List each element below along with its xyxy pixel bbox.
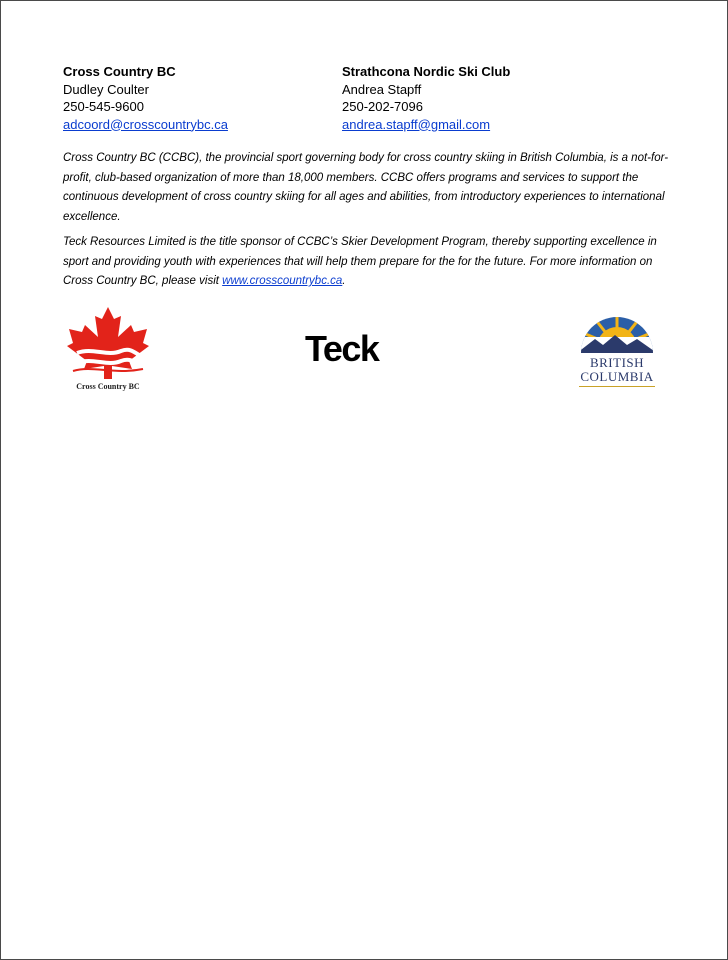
sponsor-end: . — [342, 275, 346, 287]
contact-phone: 250-545-9600 — [63, 99, 144, 114]
sponsor-text: Teck Resources Limited is the title sponsor of CCBC’s Skier Development Program, thereby supporting excellence in sport and providing youth with experiences that will help them prepare for the for the future. For more information on Cross Country BC, please visit — [63, 236, 657, 287]
bc-wordmark-line1: BRITISH — [589, 355, 645, 370]
contact-name: Andrea Stapff — [342, 81, 422, 97]
contact-email-link[interactable]: andrea.stapff@gmail.com — [342, 116, 491, 132]
contact-ccbc — [63, 63, 342, 133]
contact-org: Strathcona Nordic Ski Club — [342, 64, 511, 79]
ccbc-logo-caption: Cross Country BC — [76, 382, 140, 391]
maple-leaf-icon — [63, 305, 153, 381]
contact-name: Dudley Coulter — [63, 81, 149, 97]
bc-wordmark-line2: COLUMBIA — [580, 369, 654, 384]
contacts-block — [63, 63, 683, 133]
ccbc-description: Cross Country BC (CCBC), the provincial sport governing body for cross country skiing in British Columbia, is a not-for-profit, club-based organization of more than 18,000 members. CCBC offers programs and services to support the continuous development of cross country skiing for all ages and abilities, from introductory experiences to international excellence. — [63, 152, 669, 223]
contact-strathcona — [342, 63, 621, 133]
contact-phone: 250-202-7096 — [342, 99, 423, 114]
teck-wordmark: Teck — [305, 328, 379, 369]
ccbc-logo — [63, 305, 153, 395]
british-columbia-logo — [567, 307, 667, 397]
sponsor-paragraph — [63, 233, 669, 292]
bc-gold-rule — [579, 386, 655, 387]
contact-org: Cross Country BC — [63, 64, 176, 79]
website-link[interactable]: www.crosscountrybc.ca — [222, 275, 343, 287]
contact-email-link[interactable]: adcoord@crosscountrybc.ca — [63, 116, 228, 132]
sunrise-mountains-icon — [567, 307, 667, 357]
teck-logo — [305, 327, 395, 371]
